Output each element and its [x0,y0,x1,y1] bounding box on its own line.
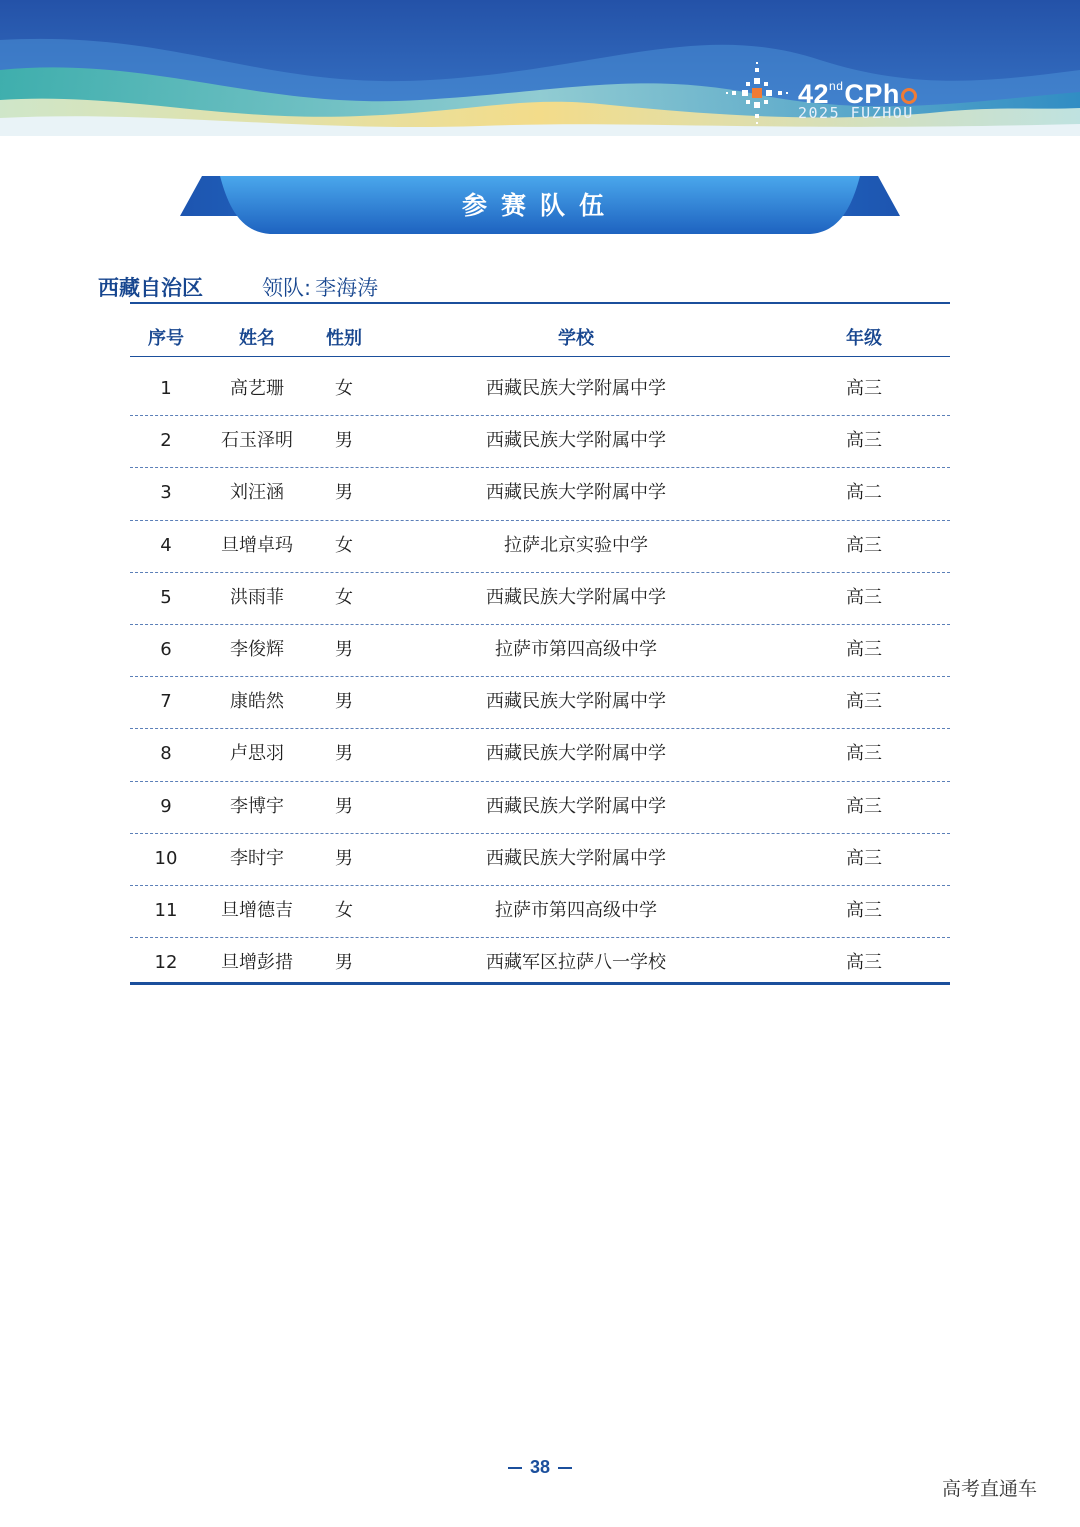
table-top-rule [130,302,950,304]
page-number: 38 [490,1457,590,1478]
table-bottom-rule [130,982,950,985]
header-grade: 年级 [846,328,882,349]
cell-grade: 高三 [846,586,882,608]
watermark-text: 高考直通车 [942,1478,1038,1500]
cell-name: 卢思羽 [230,743,284,765]
table-row [130,886,950,938]
cell-grade: 高二 [846,482,882,504]
cell-name: 刘汪涵 [230,482,284,504]
team-leader [262,272,378,302]
cell-number: 12 [154,952,178,974]
logo-suffix: nd [829,79,844,93]
cell-number: 9 [160,795,172,817]
header-sex: 性别 [326,328,362,349]
cell-sex: 男 [335,847,353,869]
page-header [0,0,1080,136]
cell-number: 4 [160,534,172,556]
cell-number: 7 [160,691,172,713]
cell-school: 西藏民族大学附属中学 [486,586,666,608]
table-header [130,320,950,356]
cell-grade: 高三 [846,743,882,765]
table-row [130,625,950,677]
header-school: 学校 [558,328,594,349]
cell-sex: 男 [335,691,353,713]
logo-subtitle: 2025 FUZHOU [798,104,914,122]
section-title: 参赛队伍 [461,191,618,220]
table-row [130,416,950,468]
cell-grade: 高三 [846,795,882,817]
table-row [130,677,950,729]
cell-name: 旦增卓玛 [221,534,293,556]
cell-school: 西藏民族大学附属中学 [486,430,666,452]
leader-name: 李海涛 [315,276,379,300]
cell-sex: 女 [335,534,353,556]
cell-number: 10 [154,847,178,869]
table-row [130,573,950,625]
cell-school: 西藏民族大学附属中学 [486,847,666,869]
cell-school: 西藏军区拉萨八一学校 [486,952,666,974]
cell-school: 西藏民族大学附属中学 [486,482,666,504]
cell-grade: 高三 [846,378,882,399]
cell-name: 石玉泽明 [221,430,293,452]
cell-sex: 男 [335,743,353,765]
cell-grade: 高三 [846,430,882,452]
cell-number: 6 [160,638,172,660]
table-body [130,364,950,990]
logo-number: 42 [798,79,830,109]
header-wave-graphic [0,0,1080,136]
cpho-logo-icon [726,62,788,124]
header-name: 姓名 [239,328,275,349]
logo-word: CPh [844,79,900,109]
table-row [130,364,950,416]
table-header-rule [130,356,950,357]
cell-sex: 男 [335,795,353,817]
cell-number: 2 [160,430,172,452]
cell-number: 3 [160,482,172,504]
cell-school: 西藏民族大学附属中学 [486,743,666,765]
cell-name: 李俊辉 [230,638,284,660]
cell-number: 11 [154,899,178,921]
cell-grade: 高三 [846,847,882,869]
cell-school: 西藏民族大学附属中学 [486,378,666,399]
cell-name: 洪雨菲 [230,586,284,608]
cell-school: 西藏民族大学附属中学 [486,795,666,817]
cell-name: 李博宇 [230,795,284,817]
cell-grade: 高三 [846,952,882,974]
cell-sex: 男 [335,482,353,504]
table-row [130,729,950,781]
cell-school: 西藏民族大学附属中学 [486,691,666,713]
header-number: 序号 [148,328,184,349]
cell-school: 拉萨市第四高级中学 [495,638,657,660]
cell-grade: 高三 [846,534,882,556]
cell-name: 李时宇 [230,847,284,869]
cell-number: 5 [160,586,172,608]
leader-label: 领队: [262,276,312,300]
cell-sex: 女 [335,586,353,608]
cell-number: 1 [160,378,172,399]
cell-grade: 高三 [846,691,882,713]
cell-grade: 高三 [846,899,882,921]
region-name: 西藏自治区 [98,276,203,300]
table-row [130,521,950,573]
cell-sex: 女 [335,899,353,921]
table-row [130,468,950,520]
cell-sex: 男 [335,430,353,452]
cell-name: 旦增德吉 [221,899,293,921]
cell-sex: 女 [335,378,353,399]
cell-grade: 高三 [846,638,882,660]
table-row [130,834,950,886]
cell-sex: 男 [335,952,353,974]
cell-name: 旦增彭措 [221,952,293,974]
cell-school: 拉萨北京实验中学 [504,534,648,556]
cell-sex: 男 [335,638,353,660]
cell-name: 康皓然 [230,691,284,713]
cell-number: 8 [160,743,172,765]
cell-name: 高艺珊 [230,378,284,399]
cell-school: 拉萨市第四高级中学 [495,899,657,921]
table-row [130,782,950,834]
